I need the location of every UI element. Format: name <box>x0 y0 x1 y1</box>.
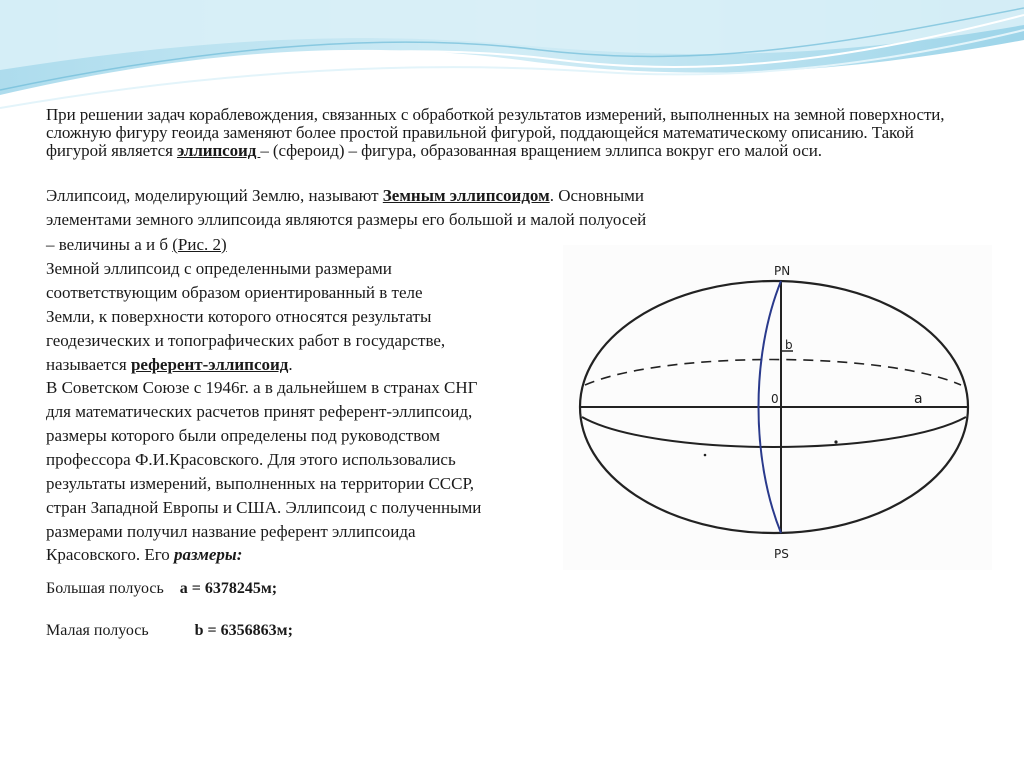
label-semimajor-a: a <box>914 391 923 407</box>
referent-line-3: Земли, к поверхности которого относятся результаты <box>46 307 432 326</box>
equator-front <box>582 417 966 447</box>
intro-text-b: – (сфероид) – фигура, образованная вращением эллипса вокруг его малой оси. <box>260 141 822 160</box>
model-line-3 <box>46 235 227 255</box>
referent-line-4: геодезических и топографических работ в государстве, <box>46 331 446 350</box>
term-earth-ellipsoid: Земным эллипсоидом <box>382 186 550 205</box>
model-line-2: элементами земного эллипсоида являются размеры его большой и малой полуосей <box>46 210 647 229</box>
point-mark-1 <box>704 454 707 457</box>
ellipsoid-diagram <box>563 245 992 570</box>
label-south-pole: PS <box>774 547 789 561</box>
term-ellipsoid: эллипсоид <box>176 141 261 160</box>
major-semiaxis-label: Большая полуось <box>46 580 164 597</box>
model-line-1 <box>46 186 644 206</box>
major-semiaxis-row <box>46 580 277 598</box>
label-origin-o: 0 <box>771 392 779 406</box>
soviet-line-3: размеры которого были определены под руководством <box>46 426 441 445</box>
referent-line-2: соответствующим образом ориентированный в теле <box>46 283 423 302</box>
minor-semiaxis-row <box>46 622 293 640</box>
major-semiaxis-value: а = 6378245м; <box>179 580 278 597</box>
intro-paragraph <box>46 106 976 160</box>
equator-back <box>585 360 961 386</box>
intro-text-a: При решении задач кораблевождения, связанных с обработкой результатов измерений, выполненных на земной поверхности, сложную фигуру геоида заменяют более простой правильной фигурой, поддающейся математическому описанию. Такой фигурой является <box>46 105 945 160</box>
soviet-line-7: размерами получил название референт эллипсоида <box>46 522 416 541</box>
soviet-line-8 <box>46 545 242 565</box>
model-text-a: Эллипсоид, моделирующий Землю, называют <box>46 186 383 205</box>
label-north-pole: PN <box>774 264 791 278</box>
soviet-line-2: для математических расчетов принят референт-эллипсоид, <box>46 402 473 421</box>
label-semiminor-b: b <box>785 338 793 352</box>
soviet-line-1: В Советском Союзе с 1946г. а в дальнейшем в странах СНГ <box>46 378 478 397</box>
decorative-waves <box>0 0 1024 110</box>
soviet-line-5: результаты измерений, выполненных на территории СССР, <box>46 474 475 493</box>
minor-semiaxis-label: Малая полуось <box>46 622 149 639</box>
soviet-text-a: Красовского. Его <box>46 545 175 564</box>
minor-semiaxis-value: b = 6356863м; <box>194 622 293 639</box>
referent-line-5 <box>46 355 293 375</box>
figure-reference-link[interactable]: (Рис. 2) <box>172 235 227 254</box>
soviet-line-6: стран Западной Европы и США. Эллипсоид с полученными <box>46 498 482 517</box>
soviet-line-4: профессора Ф.И.Красовского. Для этого использовались <box>46 450 456 469</box>
referent-text-a: называется <box>46 355 131 374</box>
term-sizes: размеры: <box>174 545 243 564</box>
referent-text-b: . <box>288 355 293 374</box>
point-mark-2 <box>834 440 837 443</box>
model-text-c: – величины а и б <box>46 235 173 254</box>
model-text-b: . Основными <box>549 186 645 205</box>
referent-line-1: Земной эллипсоид с определенными размерами <box>46 259 392 278</box>
term-referent-ellipsoid: референт-эллипсоид <box>130 355 289 374</box>
